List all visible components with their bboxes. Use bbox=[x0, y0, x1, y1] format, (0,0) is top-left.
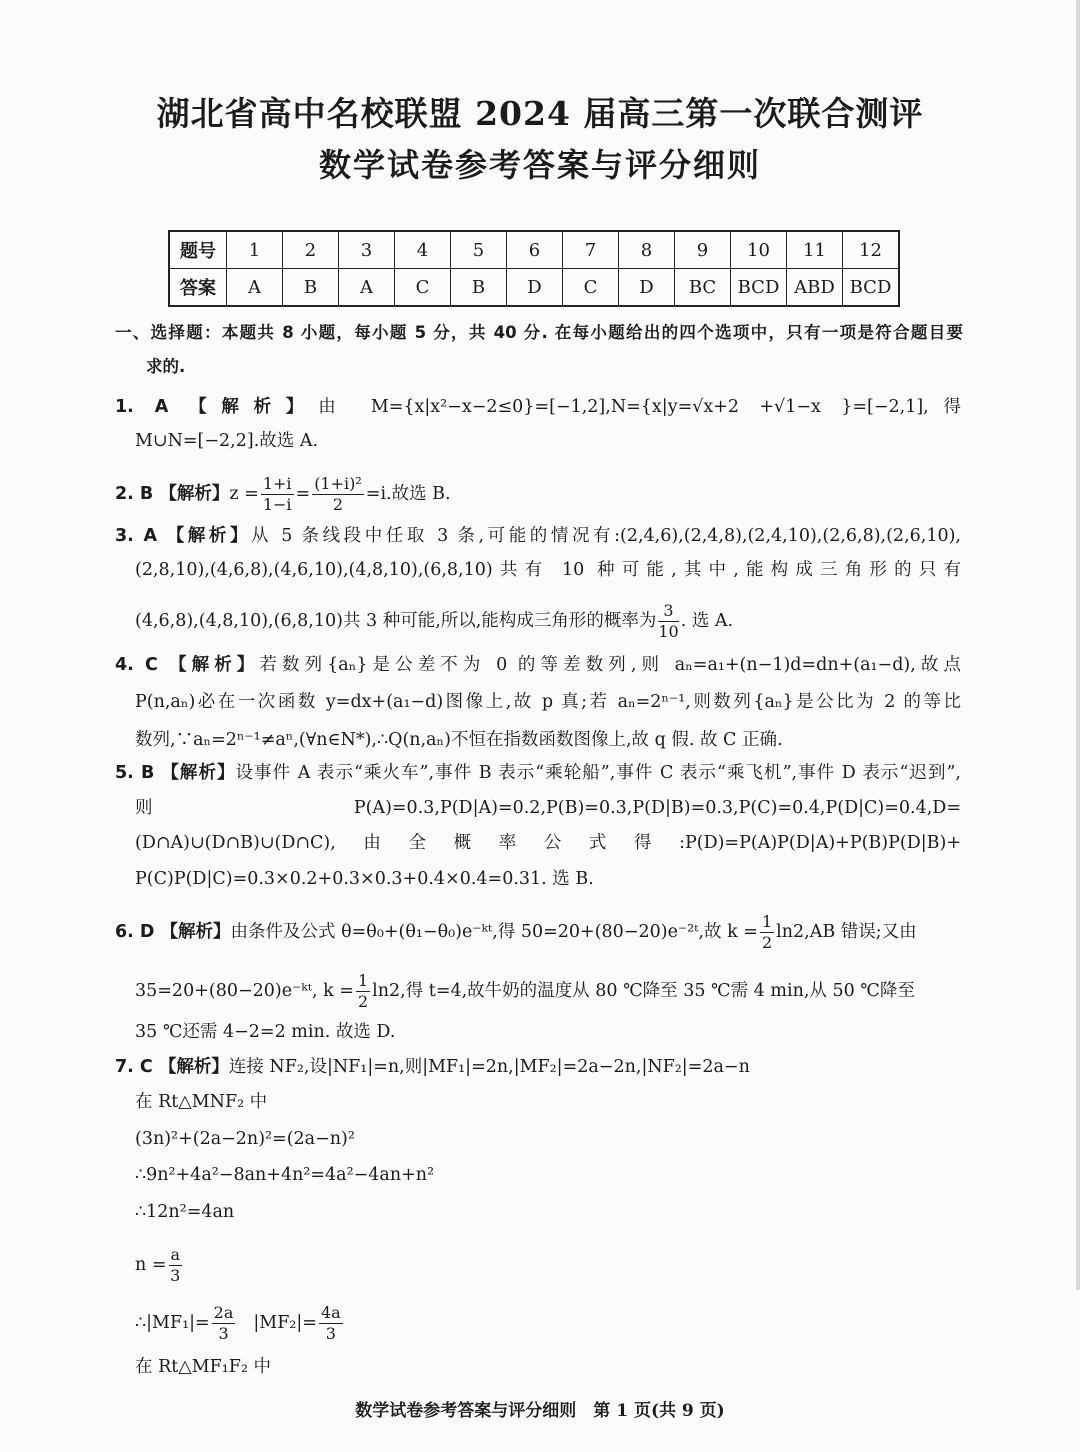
question-number-cell: 5 bbox=[451, 231, 507, 269]
q5-line4: P(C)P(D|C)=0.3×0.2+0.3×0.3+0.4×0.4=0.31. 选 B. bbox=[135, 869, 594, 889]
numerator: (1+i)² bbox=[314, 474, 362, 493]
table-row-answers bbox=[169, 269, 899, 307]
q6-line3: 35 ℃还需 4−2=2 min. 故选 D. bbox=[135, 1022, 396, 1042]
q6-text: ln2,AB 错误;又由 bbox=[776, 922, 917, 942]
q7-text: n = bbox=[135, 1255, 167, 1275]
answer-cell: C bbox=[395, 269, 451, 307]
q4-head: 4. C 【解析】 bbox=[115, 655, 260, 675]
answer-cell: BC bbox=[675, 269, 731, 307]
row-label: 题号 bbox=[169, 231, 227, 269]
question-number-cell: 11 bbox=[787, 231, 843, 269]
q2-text: =i.故选 B. bbox=[365, 484, 451, 504]
question-number-cell: 6 bbox=[507, 231, 563, 269]
denominator: 3 bbox=[170, 1266, 181, 1285]
q6-line1 bbox=[115, 912, 917, 953]
question-number-cell: 3 bbox=[339, 231, 395, 269]
document-subtitle: 数学试卷参考答案与评分细则 bbox=[318, 146, 761, 184]
question-number-cell: 2 bbox=[283, 231, 339, 269]
q3-text: . 选 A. bbox=[680, 611, 734, 631]
q1-head: 1. A 【解析】 bbox=[115, 397, 319, 417]
numerator: 3 bbox=[658, 601, 678, 622]
q7-text: ∴|MF₁|= bbox=[135, 1313, 210, 1333]
q3-line1 bbox=[115, 524, 961, 548]
fraction bbox=[169, 1245, 183, 1286]
q7-line7 bbox=[135, 1303, 345, 1344]
q6-text: ln2,得 t=4,故牛奶的温度从 80 ℃降至 35 ℃需 4 min,从 50 ℃降至 bbox=[372, 981, 915, 1001]
q2-text: = bbox=[295, 484, 311, 504]
denominator: 2 bbox=[761, 933, 773, 952]
q5-line3: (D∩A)∪(D∩B)∪(D∩C),由全概率公式得:P(D)=P(A)P(D|A)+P(B)P(D|B)+ bbox=[135, 833, 961, 853]
answer-cell: BCD bbox=[843, 269, 900, 307]
q1-text: 由 M={x|x²−x−2≤0}=[−1,2],N={x|y=√x+2 +√1−x }=[−2,1],得 bbox=[318, 397, 961, 417]
fraction bbox=[212, 1303, 236, 1344]
fraction bbox=[760, 912, 774, 953]
question-number-cell: 4 bbox=[395, 231, 451, 269]
question-number-cell: 9 bbox=[675, 231, 731, 269]
denominator: 3 bbox=[325, 1324, 336, 1343]
numerator: 1 bbox=[357, 971, 369, 990]
q2-text: z = bbox=[229, 484, 259, 504]
q7-line5: ∴12n²=4an bbox=[135, 1202, 235, 1222]
fraction bbox=[261, 474, 294, 515]
document-title: 湖北省高中名校联盟 2024 届高三第一次联合测评 bbox=[156, 94, 924, 133]
q7-line8: 在 Rt△MF₁F₂ 中 bbox=[135, 1357, 272, 1377]
q7-line6 bbox=[135, 1245, 184, 1286]
q7-line4: ∴9n²+4a²−8an+4n²=4a²−4an+n² bbox=[135, 1165, 435, 1185]
q5-head: 5. B 【解析】 bbox=[115, 763, 236, 783]
numerator: 1+i bbox=[262, 474, 292, 493]
question-number-cell: 12 bbox=[843, 231, 900, 269]
q2-line bbox=[115, 474, 451, 515]
q7-line3: (3n)²+(2a−2n)²=(2a−n)² bbox=[135, 1129, 355, 1149]
question-number-cell: 10 bbox=[731, 231, 787, 269]
fraction bbox=[356, 971, 370, 1012]
page-footer: 数学试卷参考答案与评分细则 第 1 页(共 9 页) bbox=[355, 1401, 725, 1421]
q5-line2: 则 P(A)=0.3,P(D|A)=0.2,P(B)=0.3,P(D|B)=0.3,P(C)=0.4,P(D|C)=0.4,D= bbox=[135, 798, 961, 818]
q3-text: 从 5 条线段中任取 3 条,可能的情况有:(2,4,6),(2,4,8),(2,4,10),(2,6,8),(2,6,10), bbox=[251, 526, 961, 546]
section-heading-cont: 求的. bbox=[146, 357, 186, 376]
q5-text: 设事件 A 表示“乘火车”,事件 B 表示“乘轮船”,事件 C 表示“乘飞机”,事件 D 表示“迟到”, bbox=[235, 763, 961, 783]
q7-line1 bbox=[115, 1055, 750, 1079]
answer-cell: D bbox=[619, 269, 675, 307]
q4-line1 bbox=[115, 653, 961, 677]
answer-cell: C bbox=[563, 269, 619, 307]
q6-text: 由条件及公式 θ=θ₀+(θ₁−θ₀)e⁻ᵏᵗ,得 50=20+(80−20)e⁻²ᵗ,故 k = bbox=[230, 922, 758, 942]
q6-head: 6. D 【解析】 bbox=[115, 922, 231, 942]
q4-line3: 数列,∵aₙ=2ⁿ⁻¹≠aⁿ,(∀n∈N*),∴Q(n,aₙ)不恒在指数函数图像上,故 q 假. 故 C 正确. bbox=[135, 730, 783, 750]
answer-cell: BCD bbox=[731, 269, 787, 307]
q2-head: 2. B 【解析】 bbox=[115, 484, 230, 504]
q4-line2: P(n,aₙ)必在一次函数 y=dx+(a₁−d)图像上,故 p 真;若 aₙ=2ⁿ⁻¹,则数列{aₙ}是公比为 2 的等比 bbox=[135, 692, 961, 712]
q1-line2: M∪N=[−2,2].故选 A. bbox=[135, 431, 319, 451]
page-edge-shadow bbox=[1076, 0, 1080, 1290]
q3-head: 3. A 【解析】 bbox=[115, 526, 252, 546]
answer-cell: B bbox=[283, 269, 339, 307]
fraction bbox=[319, 1303, 343, 1344]
section-heading: 一、选择题：本题共 8 小题，每小题 5 分，共 40 分. 在每小题给出的四个选项中，只有一项是符合题目要 bbox=[115, 323, 963, 342]
denominator: 2 bbox=[357, 992, 369, 1011]
q3-line2: (2,8,10),(4,6,8),(4,6,10),(4,8,10),(6,8,10)共有 10 种可能,其中,能构成三角形的只有 bbox=[135, 560, 961, 580]
row-label: 答案 bbox=[169, 269, 227, 307]
denominator: 2 bbox=[332, 495, 344, 514]
answer-table bbox=[168, 230, 900, 307]
fraction bbox=[658, 601, 678, 642]
q7-head: 7. C 【解析】 bbox=[115, 1057, 229, 1077]
fraction bbox=[312, 474, 364, 515]
numerator: a bbox=[170, 1245, 181, 1264]
numerator: 1 bbox=[761, 912, 773, 931]
denominator: 10 bbox=[658, 622, 679, 641]
q5-line1 bbox=[115, 761, 961, 785]
answer-cell: B bbox=[451, 269, 507, 307]
table-row-numbers bbox=[169, 231, 899, 269]
denominator: 1−i bbox=[262, 495, 292, 514]
q3-line3 bbox=[135, 601, 733, 642]
answer-cell: D bbox=[507, 269, 563, 307]
question-number-cell: 7 bbox=[563, 231, 619, 269]
q6-text: 35=20+(80−20)e⁻ᵏᵗ, k = bbox=[135, 981, 354, 1001]
q7-line2: 在 Rt△MNF₂ 中 bbox=[135, 1092, 268, 1112]
answer-cell: A bbox=[339, 269, 395, 307]
answer-cell: ABD bbox=[787, 269, 843, 307]
numerator: 4a bbox=[320, 1303, 341, 1322]
question-number-cell: 1 bbox=[227, 231, 283, 269]
question-number-cell: 8 bbox=[619, 231, 675, 269]
numerator: 2a bbox=[213, 1303, 234, 1322]
denominator: 3 bbox=[218, 1324, 229, 1343]
q1-line1 bbox=[115, 395, 961, 419]
q4-text: 若数列{aₙ}是公差不为 0 的等差数列,则 aₙ=a₁+(n−1)d=dn+(a₁−d),故点 bbox=[259, 655, 961, 675]
q7-text: 连接 NF₂,设|NF₁|=n,则|MF₁|=2n,|MF₂|=2a−2n,|NF₂|=2a−n bbox=[228, 1057, 750, 1077]
q3-text: (4,6,8),(4,8,10),(6,8,10)共 3 种可能,所以,能构成三角形的概率为 bbox=[135, 611, 657, 631]
answer-cell: A bbox=[227, 269, 283, 307]
q6-line2 bbox=[135, 971, 915, 1012]
q7-text: |MF₂|= bbox=[253, 1313, 317, 1333]
